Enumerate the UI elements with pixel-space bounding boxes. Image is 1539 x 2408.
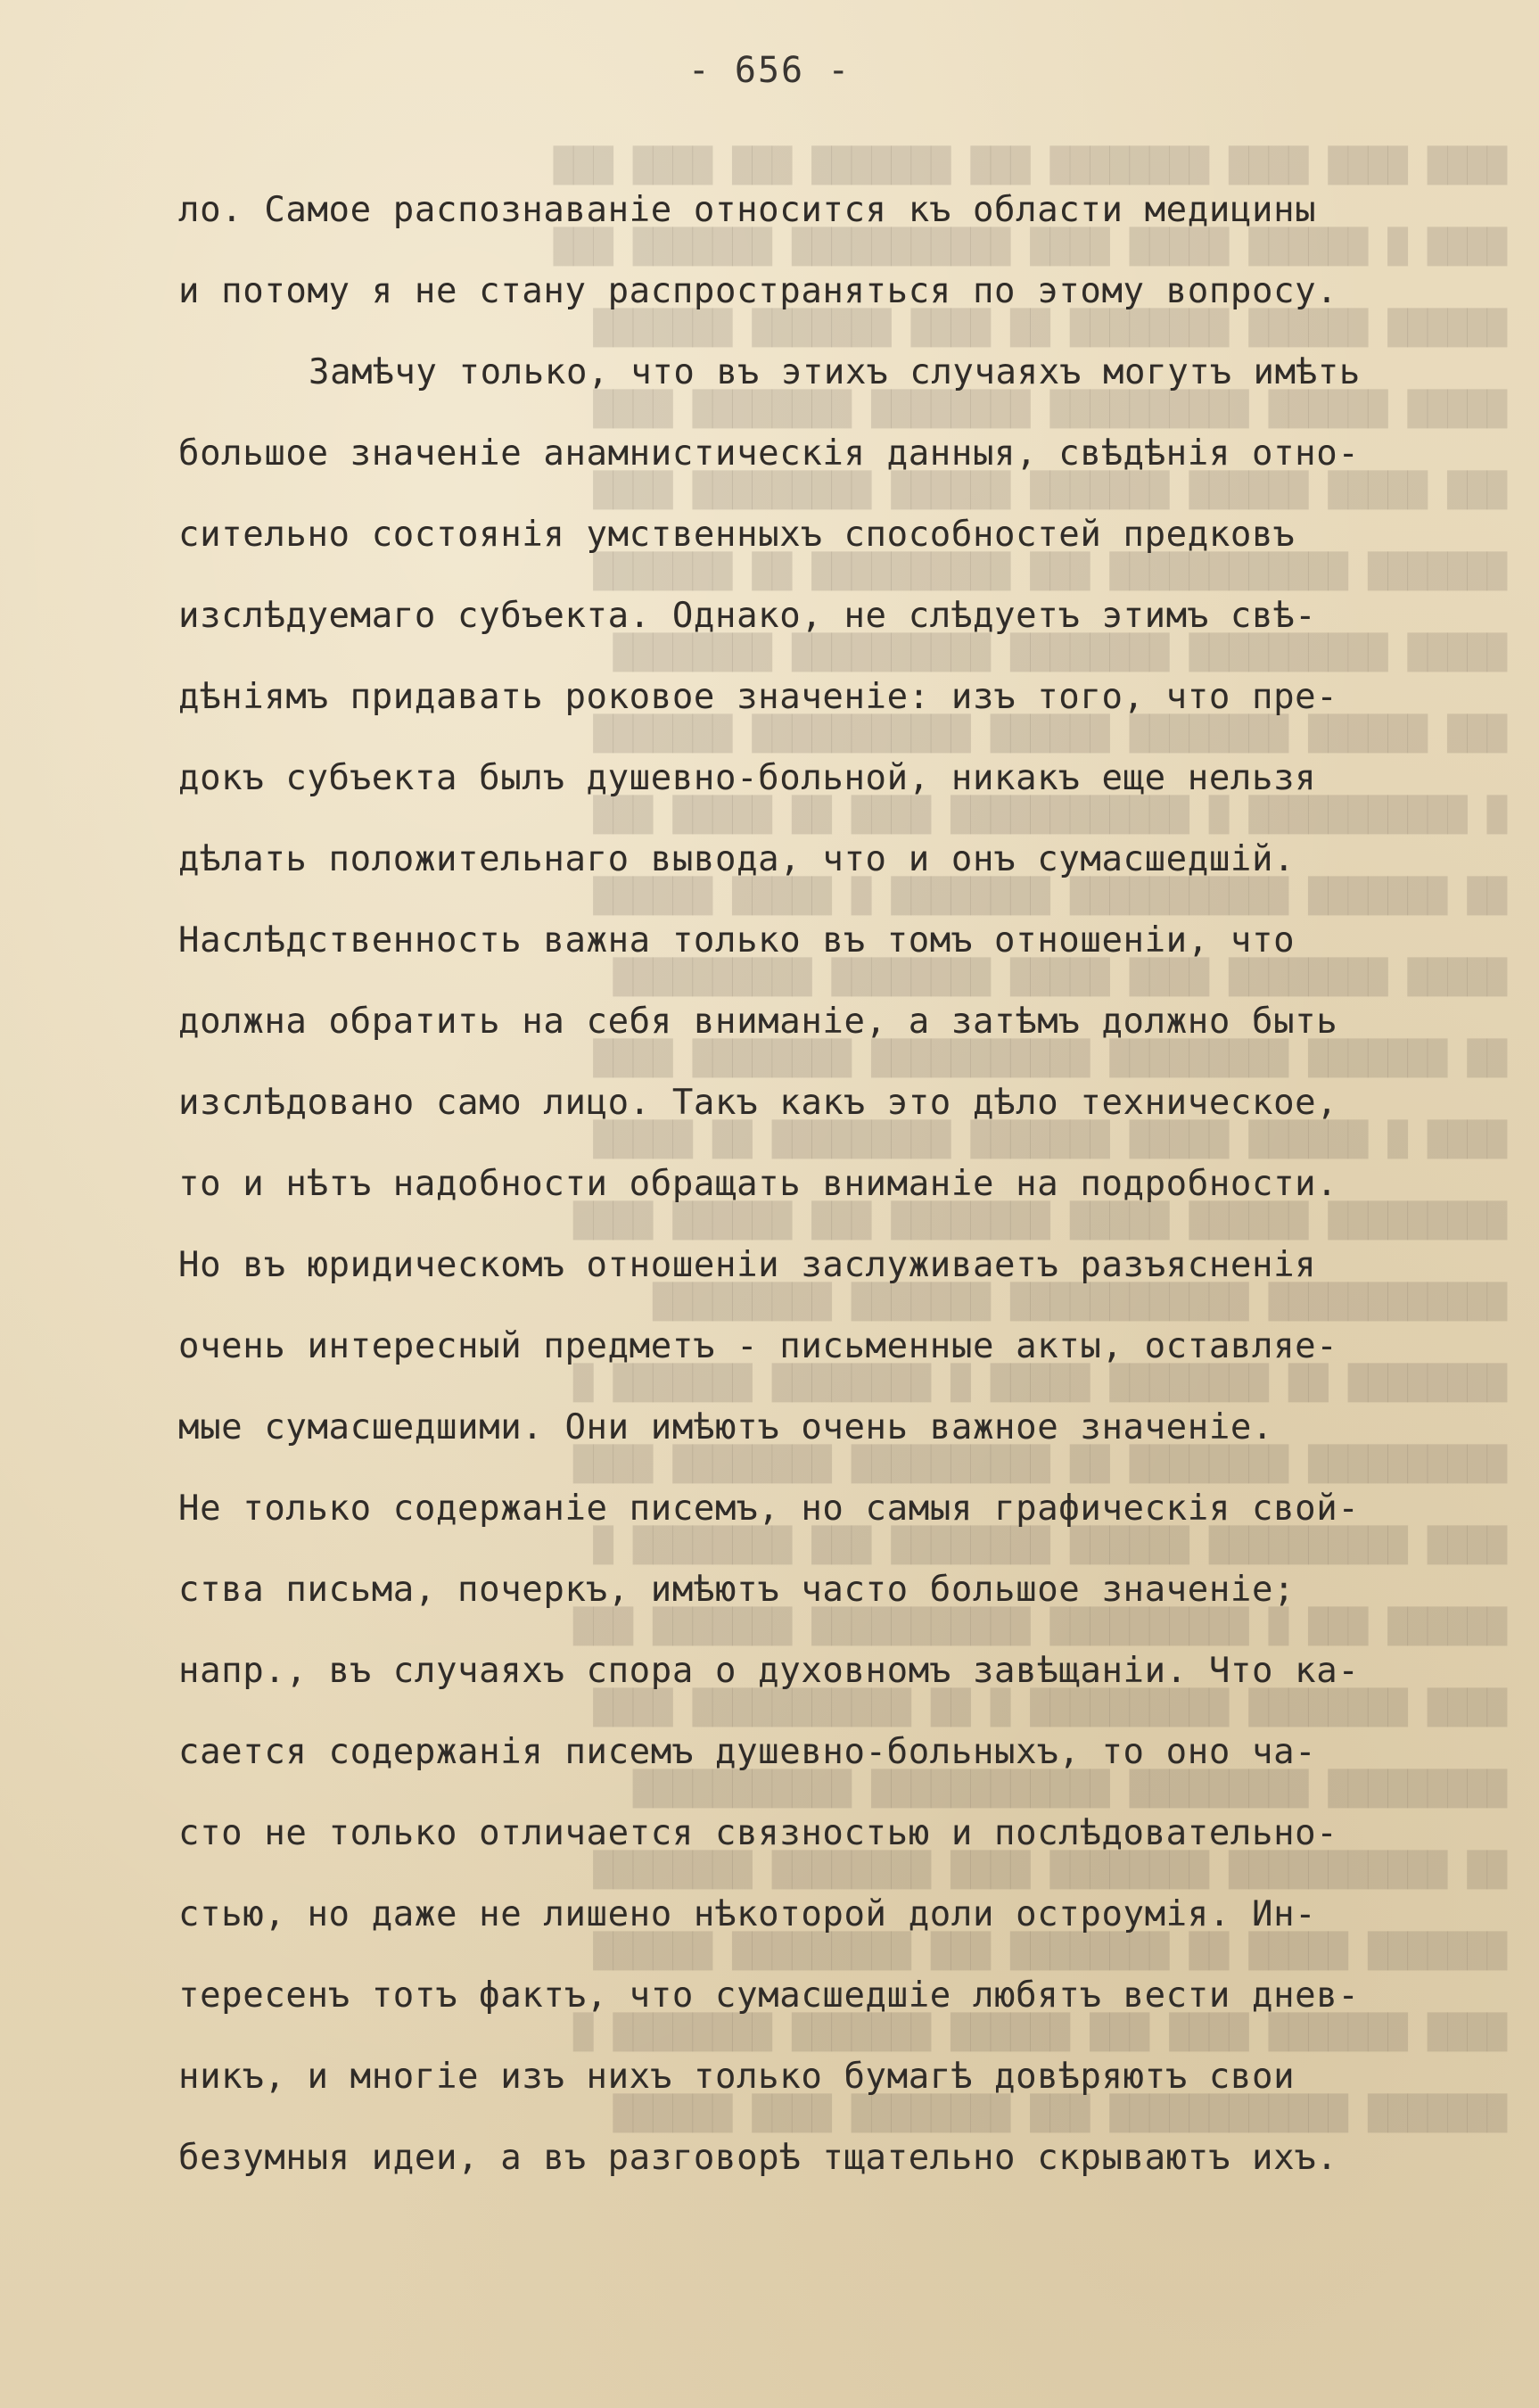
- text-line: никъ, и многiе изъ нихъ только бумагѣ довѣряютъ свои: [178, 2057, 1296, 2097]
- text-line: должна обратить на себя вниманiе, а затѣмъ должно быть: [178, 1002, 1338, 1042]
- text-line: мые сумасшедшими. Они имѣютъ очень важное значенiе.: [178, 1407, 1274, 1447]
- page-number: - 656 -: [687, 50, 852, 91]
- text-line: ства письма, почеркъ, имѣютъ часто большое значенiе;: [178, 1570, 1296, 1610]
- text-line: сто не только отличается связностью и послѣдовательно-: [178, 1813, 1338, 1853]
- text-line: изслѣдовано само лицо. Такъ какъ это дѣло техническое,: [178, 1083, 1338, 1123]
- text-line: докъ субъекта былъ душевно-больной, никакъ еще нельзя: [178, 758, 1317, 798]
- text-line: Наслѣдственность важна только въ томъ отношенiи, что: [178, 920, 1296, 961]
- bleed-through-texture: ████ ████ ████ ████████ ███ ███████ ███ ████ ███ ████ █ ██████ █████ ████ ███████████ ███████ ███ ██████ ██████ ████████ ██ ████ ███████ ███████ █████ ██████ ██████████ ████████ ████████ ████ ███ █████ ██████ ███████ ██████ █████████ ████ ███████ ████████████ ███ ██████████ ██ ███████ █████ ██████████ ████████ ██████████ ████████ ███ ██████ ████████ ██████ ███████████ ███████ █ ███████████ █ ████████████ ████ ██ █████ ███ ██ ███████ ███████████ ████████ █ █████ ██████ █████ ████████ ████ █████ ████████ ██████████ ██ ███████ █████████ ███████████ ████████ ████ ████ █ ██████ █████ ███████ █████████ ██ █████ █████████ ██████ █████ ████████ ███ ██████ ████ ████████████ ████████████ ███████ █████████ ████████ ██ ████████ █████ █ ████████ ███████ █ ██████████ ████████ ██ ██████████ ████████ ████ ████ ██████████ ██████ ████████ ███ ████████ █ ██████ ███ █ ██████████ ███████████ ███████ ███ ████ ████████ ██████████ █ ██ ███████████ ████ █████████ █████████ ████████████ ███████████ ██ ███████████ ████████ ████ ████████ ████████ ███████ █████ ██ ████████ ███ █████████ ██████ ████ ███████ ████ ███ ██████ ███████ ████████ █ ███████ ████████████ ███ ████████ ████ ██████: [553, 146, 1507, 2132]
- text-line: сительно состоянiя умственныхъ способностей предковъ: [178, 515, 1296, 555]
- text-line: безумныя идеи, а въ разговорѣ тщательно скрываютъ ихъ.: [178, 2138, 1338, 2178]
- text-line: стью, но даже не лишено нѣкоторой доли остроумiя. Ин-: [178, 1894, 1317, 1934]
- text-line: то и нѣтъ надобности обращать вниманiе на подробности.: [178, 1164, 1338, 1204]
- text-line: и потому я не стану распространяться по этому вопросу.: [178, 271, 1338, 311]
- text-line: дѣлать положительнаго вывода, что и онъ сумасшедшiй.: [178, 839, 1296, 879]
- text-line: ло. Самое распознаванiе относится къ области медицины: [178, 190, 1317, 230]
- text-line: очень интересный предметъ - письменные акты, оставляе-: [178, 1326, 1338, 1366]
- text-line: Замѣчу только, что въ этихъ случаяхъ могутъ имѣть: [309, 352, 1361, 392]
- text-line: Но въ юридическомъ отношенiи заслуживаетъ разъясненiя: [178, 1245, 1317, 1285]
- text-line: напр., въ случаяхъ спора о духовномъ завѣщанiи. Что ка-: [178, 1651, 1360, 1691]
- text-line: изслѣдуемаго субъекта. Однако, не слѣдуетъ этимъ свѣ-: [178, 596, 1317, 636]
- text-line: Не только содержанiе писемъ, но самыя графическiя свой-: [178, 1489, 1360, 1529]
- text-line: сается содержанiя писемъ душевно-больныхъ, то оно ча-: [178, 1732, 1317, 1772]
- body-text: [178, 169, 1534, 2198]
- text-line: тересенъ тотъ фактъ, что сумасшедшiе любятъ вести днев-: [178, 1975, 1360, 2016]
- text-line: большое значенiе анамнистическiя данныя, свѣдѣнiя отно-: [178, 433, 1360, 474]
- text-line: дѣнiямъ придавать роковое значенiе: изъ того, что пре-: [178, 677, 1338, 717]
